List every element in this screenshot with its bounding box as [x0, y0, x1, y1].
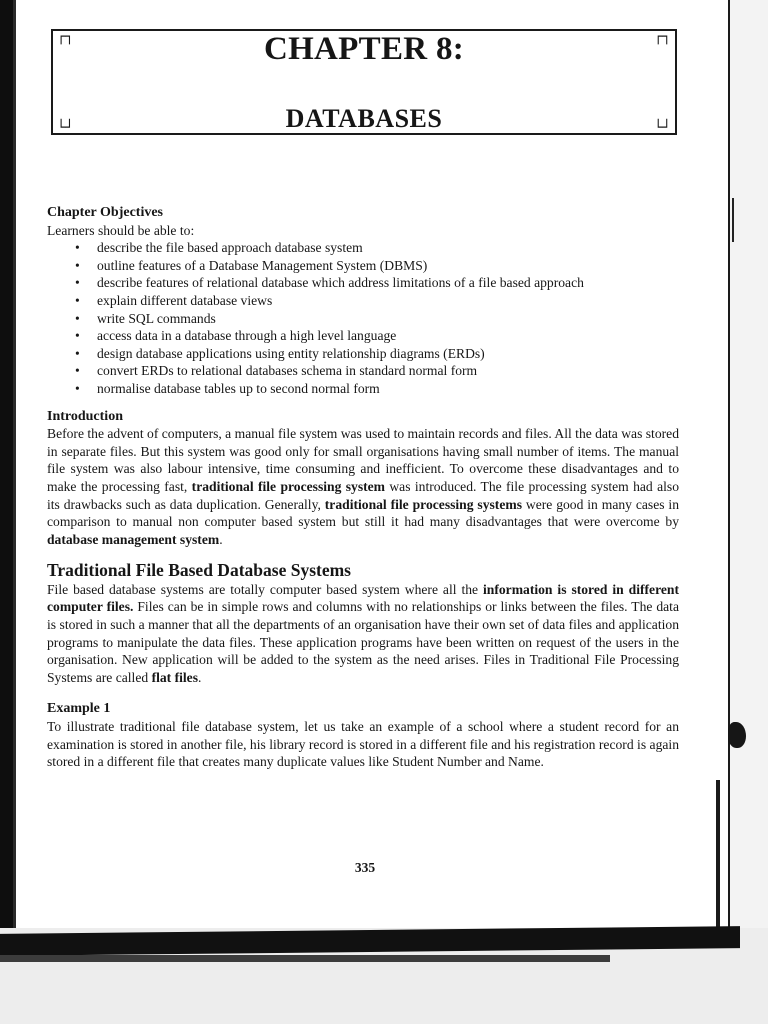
intro-text-2: was introduced. The file processing system had also its drawbacks such as data duplication. Generally, — [47, 478, 679, 512]
example-paragraph: To illustrate traditional file database system, let us take an example of a school where a student record for an examination is stored in another file, his library record is stored in a different file and his registration record is again stored in a different file that creates many duplicate values like Student Number and Name. — [47, 719, 679, 770]
frame-corner-ornament-top-right: ┌┐ — [654, 29, 671, 45]
intro-text-1: Before the advent of computers, a manual file system was used to maintain records and files. All the data was stored in separate files. But this system was good only for small organisations having small number of items. The manual file system was also labour intensive, time consuming and inefficient. To overcome these disadvantages and to make the processing fast, — [47, 426, 679, 494]
trad-text-2: Files can be in simple rows and columns with no relationships or links between the files. The data is stored in such a manner that all the departments of an organisation have their own set of data files and application programs to manipulate the data files. These application programs have been written on request of the users in the organisation. New application will be added to the system as the need arises. Files in Traditional File Processing Systems are called — [47, 599, 679, 685]
objectives-intro: Learners should be able to: — [47, 222, 195, 238]
page-number: 335 — [354, 860, 376, 875]
page-body — [47, 204, 679, 771]
intro-bold-1: traditional file processing system — [191, 478, 385, 494]
scan-mark — [732, 198, 734, 242]
objective-item: • design database applications using entity relationship diagrams (ERDs) — [75, 345, 679, 363]
traditional-heading: Traditional File Based Database Systems — [47, 560, 351, 581]
introduction-heading: Introduction — [47, 408, 123, 424]
objectives-heading: Chapter Objectives — [47, 205, 163, 220]
scan-blot — [728, 722, 746, 748]
trad-text-1: File based database systems are totally computer based system where all the — [47, 581, 484, 597]
introduction-paragraph — [47, 425, 679, 548]
frame-corner-ornament-top-left: ┌┐ — [57, 29, 74, 45]
scan-shadow-left-inner — [13, 0, 16, 930]
objective-item: • describe features of relational database which address limitations of a file based approach — [75, 274, 679, 292]
chapter-title: CHAPTER 8: — [263, 31, 465, 67]
example-heading: Example 1 — [47, 701, 111, 717]
chapter-header-frame — [51, 29, 677, 135]
traditional-paragraph — [47, 581, 679, 687]
trad-bold-1: information is stored in different computer files. — [47, 581, 679, 615]
intro-text-3: were good in many cases in comparison to manual non computer based system but still it had many disadvantages that were overcome by — [47, 496, 679, 530]
objective-item: • convert ERDs to relational databases schema in standard normal form — [75, 362, 679, 380]
intro-text-4: . — [219, 531, 223, 547]
objective-item: • outline features of a Database Management System (DBMS) — [75, 257, 679, 275]
frame-corner-ornament-bottom-left: └┘ — [57, 120, 74, 136]
scan-edge-line — [716, 780, 720, 930]
chapter-subtitle: DATABASES — [285, 104, 443, 133]
frame-corner-ornament-bottom-right: └┘ — [654, 120, 671, 136]
scan-page-edge-right — [728, 0, 768, 1024]
trad-text-3: . — [198, 669, 202, 685]
objective-item: • write SQL commands — [75, 310, 679, 328]
objectives-list — [47, 239, 679, 397]
intro-bold-3: database management system — [47, 531, 220, 547]
trad-bold-2: flat files — [151, 669, 198, 685]
intro-bold-2: traditional file processing systems — [324, 496, 522, 512]
objective-item: • describe the file based approach database system — [75, 239, 679, 257]
objective-item: • normalise database tables up to second normal form — [75, 380, 679, 398]
scan-bottom-shadow-thin — [0, 955, 610, 962]
objective-item: • access data in a database through a high level language — [75, 327, 679, 345]
objective-item: • explain different database views — [75, 292, 679, 310]
